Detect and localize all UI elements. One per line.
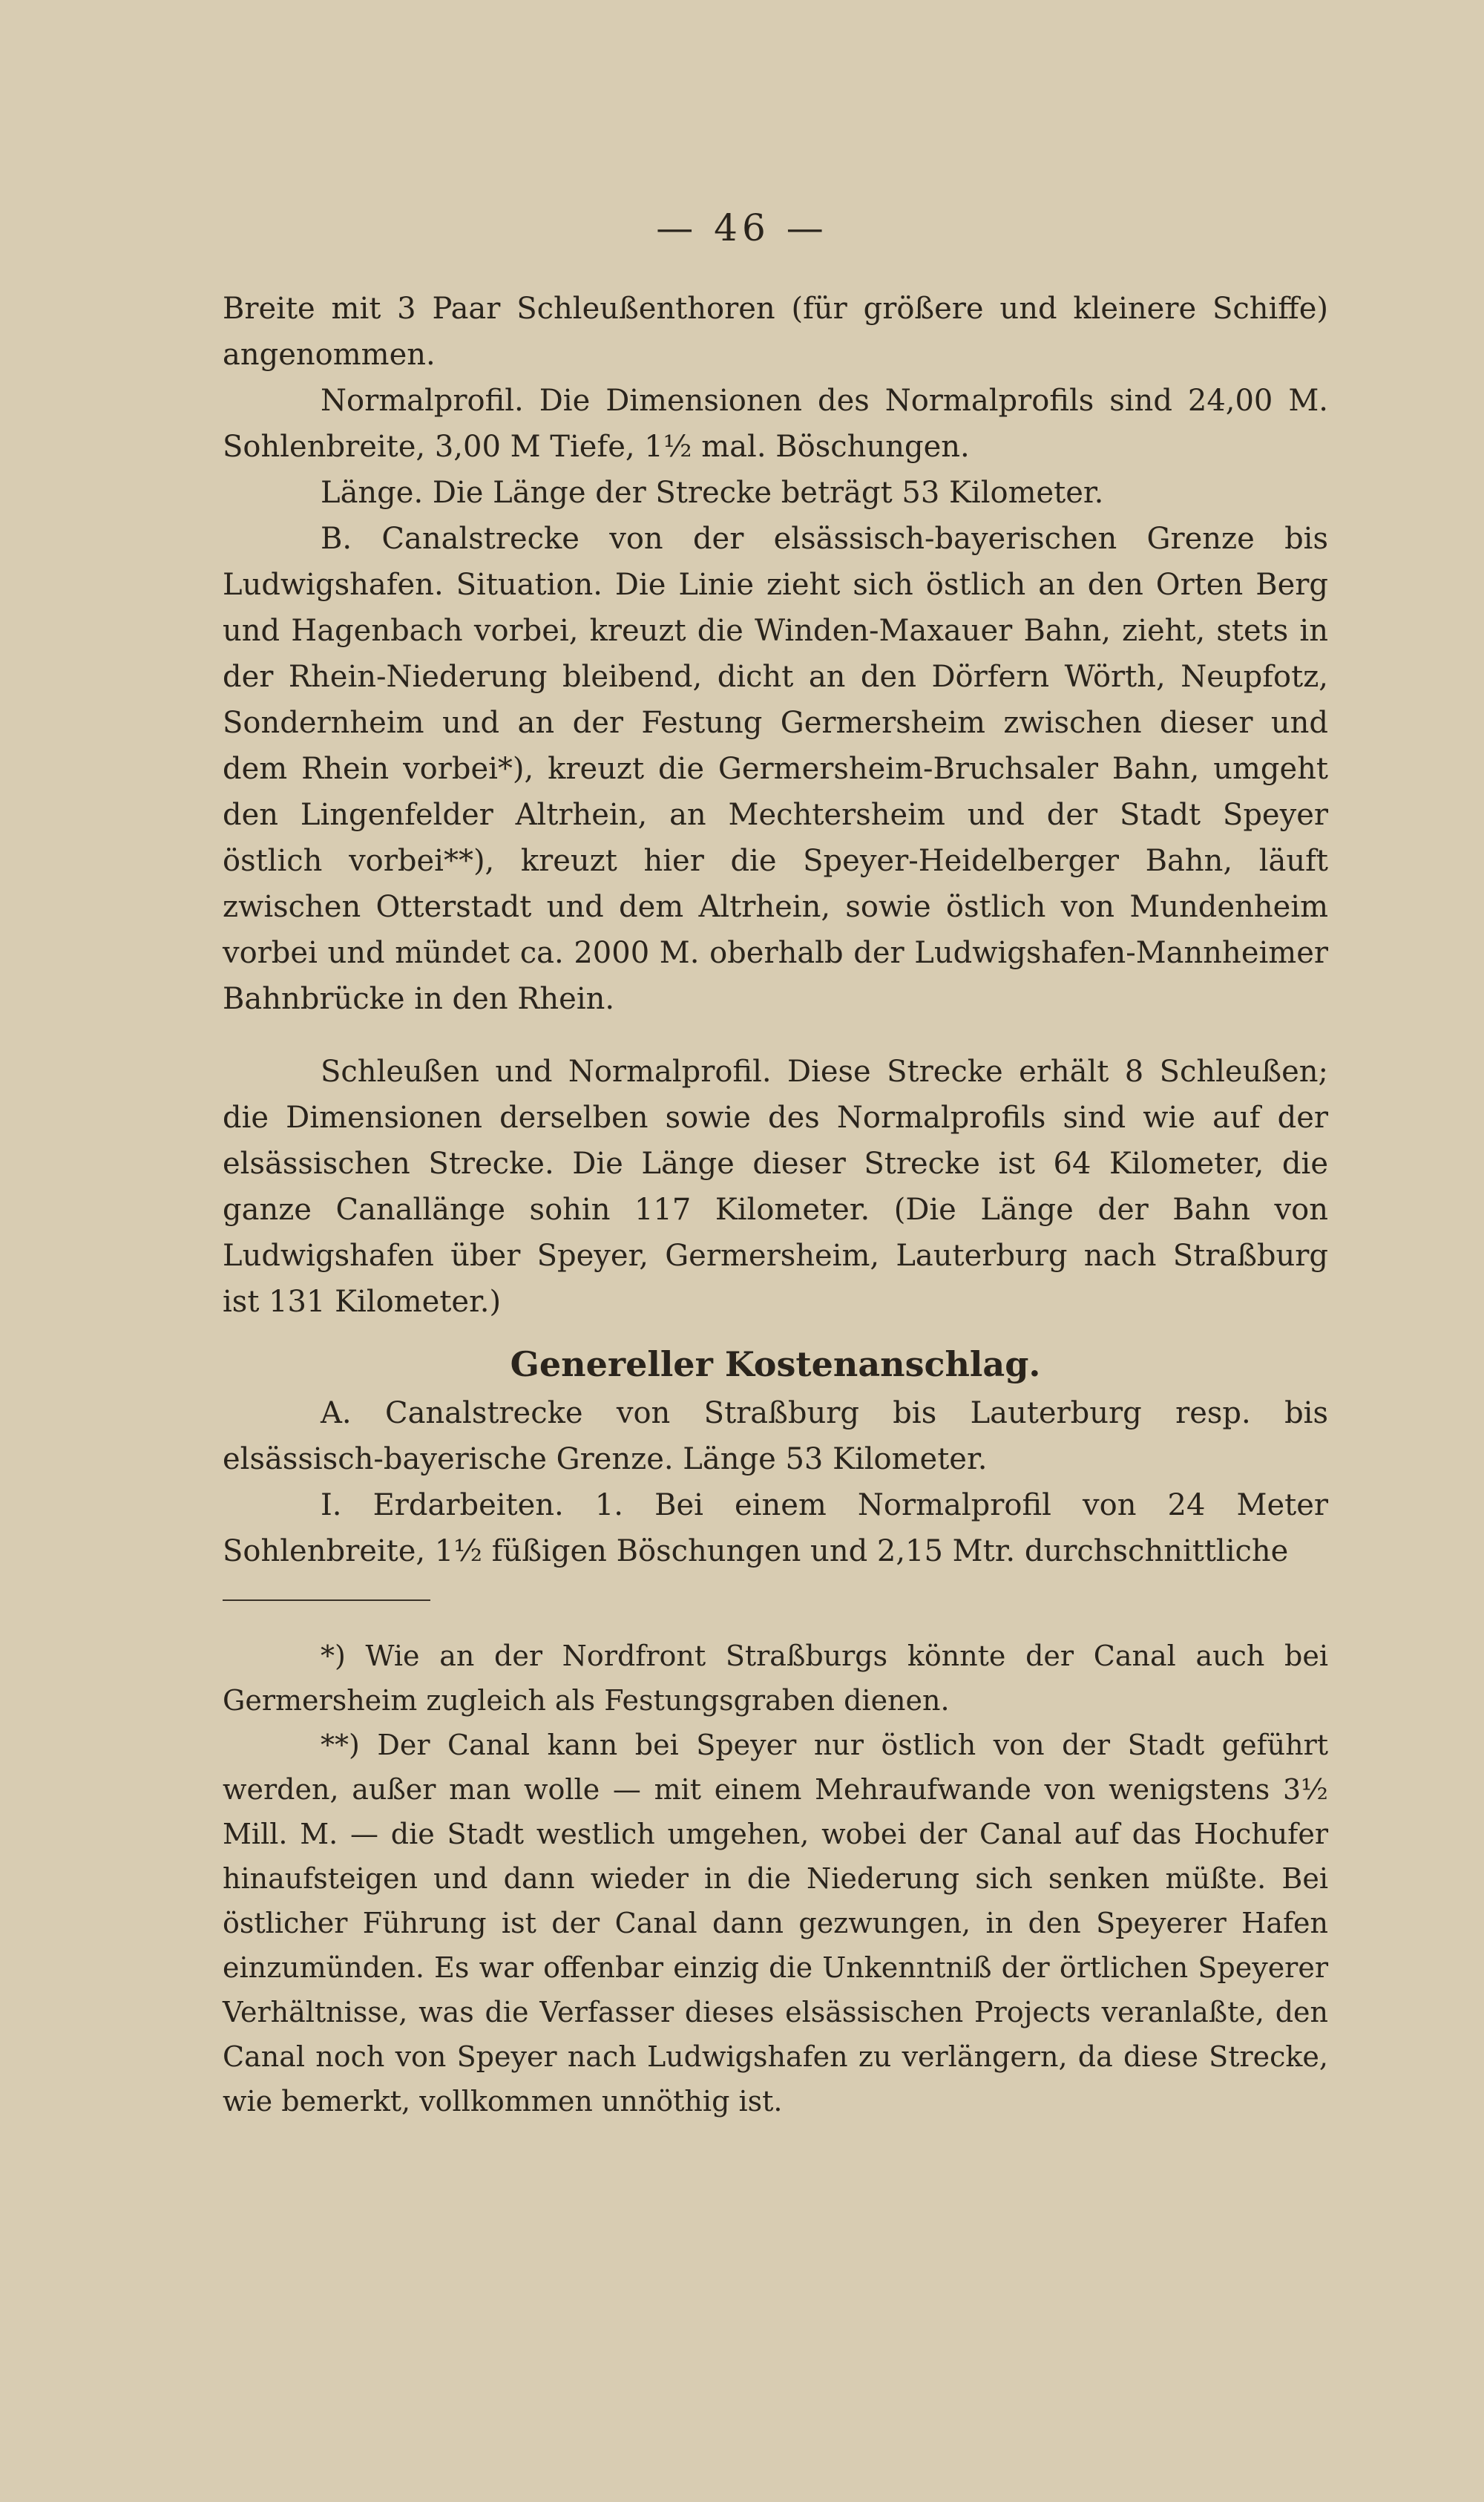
paragraph-section-a: A. Canalstrecke von Straßburg bis Lauterburg resp. bis elsässisch-bayerische Grenze. Länge 53 Kilometer. (223, 1396, 1328, 1476)
footnote-1: *) Wie an der Nordfront Straßburgs könnte der Canal auch bei Germersheim zugleich als Festungsgraben dienen. (223, 1640, 1328, 1717)
paragraph-section-b: B. Canalstrecke von der elsässisch-bayerischen Grenze bis Ludwigshafen. Situation. Die Linie zieht sich östlich an den Orten Berg und Hagenbach vorbei, kreuzt die Winden-Maxauer Bahn, zieht, stets in der Rhein-Niederung bleibend, dicht an den Dörfern Wörth, Neupfotz, Sondernheim und an der Festung Germersheim zwischen dieser und dem Rhein vorbei*), kreuzt die Germersheim-Bruchsaler Bahn, umgeht den Lingenfelder Altrhein, an Mechtersheim und der Stadt Speyer östlich vorbei**), kreuzt hier die Speyer-Heidelberger Bahn, läuft zwischen Otterstadt und dem Altrhein, sowie östlich von Mundenheim vorbei und mündet ca. 2000 M. oberhalb der Ludwigshafen-Mannheimer Bahnbrücke in den Rhein. (223, 522, 1328, 1016)
footnote-2: **) Der Canal kann bei Speyer nur östlich von der Stadt geführt werden, außer man wolle — mit einem Mehraufwande von wenigstens 3½ Mill. M. — die Stadt westlich umgehen, wobei der Canal auf das Hochufer hinaufsteigen und dann wieder in die Niederung sich senken müßte. Bei östlicher Führung ist der Canal dann gezwungen, in den Speyerer Hafen einzumünden. Es war offenbar einzig die Unkenntniß der örtlichen Speyerer Verhältnisse, was die Verfasser dieses elsässischen Projects veranlaßte, den Canal noch von Speyer nach Ludwigshafen zu verlängern, da diese Strecke, wie bemerkt, vollkommen unnöthig ist. (223, 1729, 1328, 2118)
page-body (223, 286, 1328, 2123)
paragraph-normalprofil: Normalprofil. Die Dimensionen des Normalprofils sind 24,00 M. Sohlenbreite, 3,00 M Tiefe, 1½ mal. Böschungen. (223, 384, 1328, 464)
footnote-divider (223, 1599, 430, 1601)
page-number: — 46 — (656, 206, 828, 249)
paragraph-schleussen: Schleußen und Normalprofil. Diese Strecke erhält 8 Schleußen; die Dimensionen derselben sowie des Normalprofils sind wie auf der elsässischen Strecke. Die Länge dieser Strecke ist 64 Kilometer, die ganze Canallänge sohin 117 Kilometer. (Die Länge der Bahn von Ludwigshafen über Speyer, Germersheim, Lauterburg nach Straßburg ist 131 Kilometer.) (223, 1055, 1328, 1319)
spacer (223, 1022, 1328, 1049)
paragraph-erdarbeiten: I. Erdarbeiten. 1. Bei einem Normalprofil von 24 Meter Sohlenbreite, 1½ füßigen Böschungen und 2,15 Mtr. durchschnittliche (223, 1488, 1328, 1568)
paragraph-laenge: Länge. Die Länge der Strecke beträgt 53 Kilometer. (321, 476, 1104, 510)
paragraph-continuation: Breite mit 3 Paar Schleußenthoren (für größere und kleinere Schiffe) angenommen. (223, 292, 1328, 372)
section-heading: Genereller Kostenanschlag. (510, 1344, 1041, 1384)
